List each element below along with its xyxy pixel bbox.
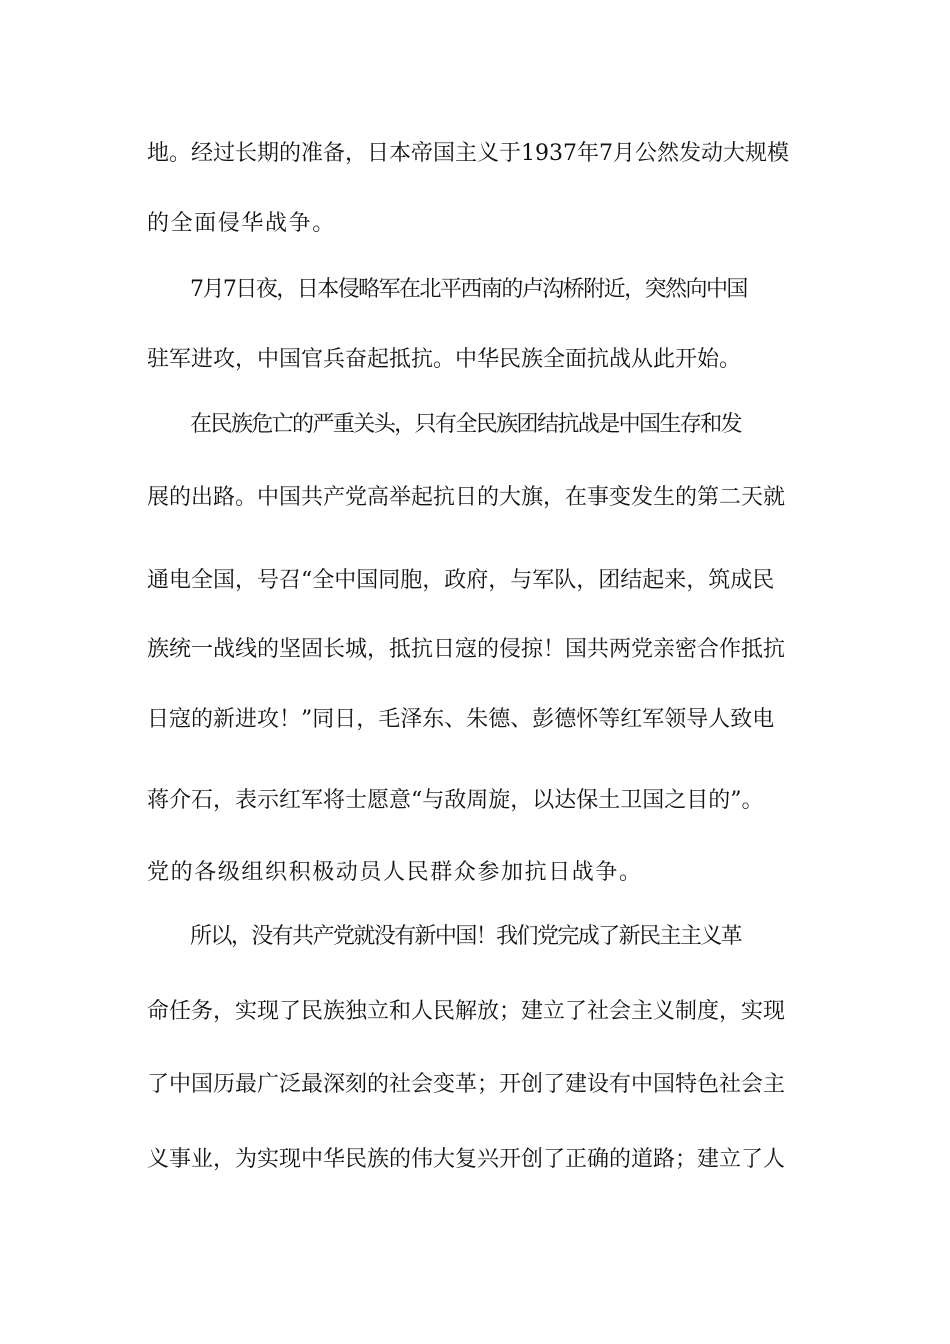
text-line: 族统一战线的坚固长城，抵抗日寇的侵掠！国共两党亲密合作抵抗 [147, 637, 786, 662]
text-line: 日寇的新进攻！”同日，毛泽东、朱德、彭德怀等红军领导人致电 [147, 707, 775, 732]
text-line: 了中国历最广泛最深刻的社会变革；开创了建设有中国特色社会主 [147, 1072, 786, 1097]
text-line: 驻军进攻，中国官兵奋起抵抗。中华民族全面抗战从此开始。 [147, 347, 742, 372]
paragraph-start-line: 在民族危亡的严重关头，只有全民族团结抗战是中国生存和发 [190, 412, 742, 437]
text-line: 通电全国，号召“全中国同胞，政府，与军队，团结起来，筑成民 [147, 568, 775, 593]
text-line: 义事业，为实现中华民族的伟大复兴开创了正确的道路；建立了人 [147, 1147, 786, 1172]
paragraph-start-line: 7月7日夜，日本侵略军在北平西南的卢沟桥附近，突然向中国 [190, 277, 747, 302]
text-line: 展的出路。中国共产党高举起抗日的大旗，在事变发生的第二天就 [147, 485, 786, 510]
text-line: 的全面侵华战争。 [147, 211, 336, 236]
text-line: 党的各级组织积极动员人民群众参加抗日战争。 [147, 860, 643, 885]
text-line: 命任务，实现了民族独立和人民解放；建立了社会主义制度，实现 [147, 999, 786, 1024]
paragraph-start-line: 所以，没有共产党就没有新中国！我们党完成了新民主主义革 [190, 924, 742, 949]
text-line: 地。经过长期的准备，日本帝国主义于1937年7月公然发动大规模 [147, 141, 789, 166]
text-line: 蒋介石，表示红军将士愿意“与敌周旋，以达保土卫国之目的”。 [147, 788, 764, 813]
